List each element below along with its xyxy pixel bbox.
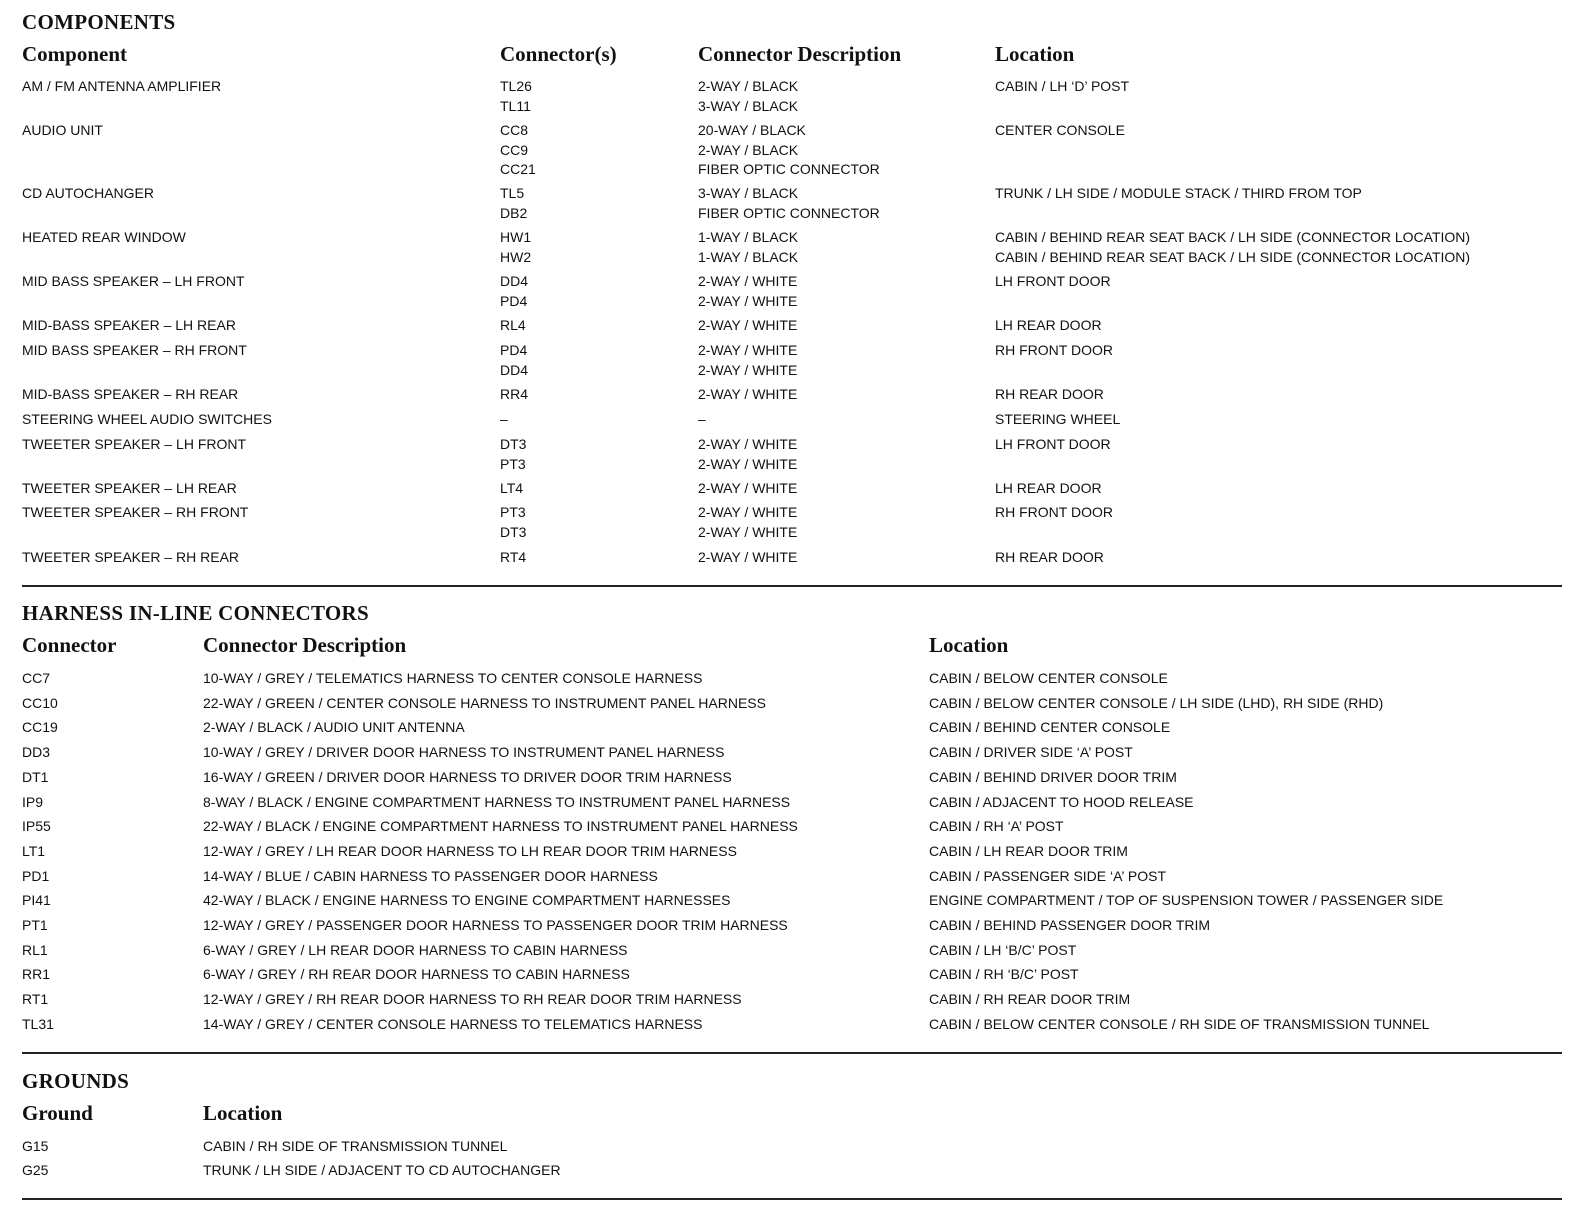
location: LH REAR DOOR [995,317,1102,333]
location: LH FRONT DOOR [995,436,1111,452]
location: CABIN / RH REAR DOOR TRIM [929,991,1131,1007]
location: CABIN / LH ‘B/C’ POST [929,942,1077,958]
location: LH FRONT DOOR [995,273,1111,289]
location: TRUNK / LH SIDE / MODULE STACK / THIRD FROM TOP [995,185,1362,201]
connector-id: PI41 [22,892,51,908]
connector-description: 2-WAY / WHITE [698,342,798,358]
connector-id: DD3 [22,744,51,760]
column-header: Connector Description [203,633,407,657]
connector-id: PT3 [500,455,526,472]
connector-id: TL5 [500,185,525,201]
component-name: TWEETER SPEAKER – LH FRONT [22,436,247,452]
connector-id: DD4 [500,273,529,289]
connector-description: FIBER OPTIC CONNECTOR [698,204,880,221]
column-header: Location [995,42,1075,66]
column-header: Ground [22,1101,93,1125]
column-header: Location [203,1101,283,1125]
location: CABIN / BEHIND DRIVER DOOR TRIM [929,769,1177,785]
connector-description: 22-WAY / BLACK / ENGINE COMPARTMENT HARNESS TO INSTRUMENT PANEL HARNESS [203,818,798,834]
connector-id: DD4 [500,361,529,378]
connector-id: HW2 [500,248,532,265]
connector-description: 2-WAY / WHITE [698,361,798,378]
connector-id: CC8 [500,122,529,138]
location: CABIN / DRIVER SIDE ‘A’ POST [929,744,1133,760]
component-name: MID-BASS SPEAKER – LH REAR [22,317,236,333]
connector-id: DT1 [22,769,49,785]
component-name: AM / FM ANTENNA AMPLIFIER [22,78,222,94]
component-name: CD AUTOCHANGER [22,185,154,201]
connector-description: 2-WAY / BLACK / AUDIO UNIT ANTENNA [203,719,465,735]
location: CABIN / BEHIND CENTER CONSOLE [929,719,1171,735]
component-name: MID BASS SPEAKER – RH FRONT [22,342,247,358]
connector-id: RL4 [500,317,526,333]
connector-id: CC10 [22,695,58,711]
connector-description: 10-WAY / GREY / DRIVER DOOR HARNESS TO INSTRUMENT PANEL HARNESS [203,744,725,760]
connector-description: 1-WAY / BLACK [698,248,799,265]
components-title: COMPONENTS [22,10,176,34]
connector-description: 2-WAY / WHITE [698,317,798,333]
connector-id: PD4 [500,292,528,309]
column-header: Connector(s) [500,42,617,66]
connector-description: 22-WAY / GREEN / CENTER CONSOLE HARNESS TO INSTRUMENT PANEL HARNESS [203,695,766,711]
connector-id: TL31 [22,1016,54,1032]
connector-description: 42-WAY / BLACK / ENGINE HARNESS TO ENGINE COMPARTMENT HARNESSES [203,892,731,908]
connector-id: DT3 [500,523,527,540]
location: ENGINE COMPARTMENT / TOP OF SUSPENSION TOWER / PASSENGER SIDE [929,892,1444,908]
connector-description: 16-WAY / GREEN / DRIVER DOOR HARNESS TO DRIVER DOOR TRIM HARNESS [203,769,732,785]
connector-id: TL26 [500,78,532,94]
component-name: HEATED REAR WINDOW [22,229,186,245]
connector-id: PD4 [500,342,528,358]
connector-description: 14-WAY / BLUE / CABIN HARNESS TO PASSENGER DOOR HARNESS [203,868,658,884]
component-name: TWEETER SPEAKER – LH REAR [22,480,237,496]
connector-description: FIBER OPTIC CONNECTOR [698,161,880,177]
location: CABIN / RH ‘B/C’ POST [929,966,1079,982]
connector-description: 2-WAY / WHITE [698,386,798,402]
location: CABIN / PASSENGER SIDE ‘A’ POST [929,868,1167,884]
connector-description: 2-WAY / WHITE [698,273,798,289]
connector-id: CC7 [22,670,51,686]
connector-description: 2-WAY / WHITE [698,292,798,309]
connector-description: 2-WAY / WHITE [698,504,798,520]
connector-description: 3-WAY / BLACK [698,97,799,114]
connector-description: 2-WAY / WHITE [698,523,798,540]
connector-id: CC21 [500,161,536,177]
component-name: TWEETER SPEAKER – RH REAR [22,549,240,565]
connector-id: RR1 [22,966,51,982]
location: RH REAR DOOR [995,386,1104,402]
location: CABIN / LH REAR DOOR TRIM [929,843,1128,859]
location: CABIN / ADJACENT TO HOOD RELEASE [929,794,1194,810]
connector-id: HW1 [500,229,532,245]
component-name: MID-BASS SPEAKER – RH REAR [22,386,239,402]
component-name: MID BASS SPEAKER – LH FRONT [22,273,245,289]
connector-id: LT1 [22,843,46,859]
grounds-title: GROUNDS [22,1069,130,1093]
column-header: Connector Description [698,42,902,66]
location: CABIN / RH SIDE OF TRANSMISSION TUNNEL [203,1138,508,1154]
connector-id: RL1 [22,942,48,958]
connector-description: 6-WAY / GREY / LH REAR DOOR HARNESS TO CABIN HARNESS [203,942,628,958]
column-header: Component [22,42,128,66]
connector-id: RT4 [500,549,527,565]
connector-description: 14-WAY / GREY / CENTER CONSOLE HARNESS TO TELEMATICS HARNESS [203,1016,703,1032]
connector-id: TL11 [500,97,531,114]
connector-description: 12-WAY / GREY / LH REAR DOOR HARNESS TO LH REAR DOOR TRIM HARNESS [203,843,737,859]
section-divider [22,1052,1562,1054]
connector-description: 20-WAY / BLACK [698,122,806,138]
location: RH REAR DOOR [995,549,1104,565]
connector-description: 2-WAY / WHITE [698,549,798,565]
location: CABIN / LH ‘D’ POST [995,78,1130,94]
connector-id: PT3 [500,504,526,520]
location: STEERING WHEEL [995,411,1121,427]
connector-description: 6-WAY / GREY / RH REAR DOOR HARNESS TO CABIN HARNESS [203,966,630,982]
connector-id: CC9 [500,141,529,158]
section-divider [22,585,1562,587]
location: TRUNK / LH SIDE / ADJACENT TO CD AUTOCHANGER [203,1162,561,1178]
column-header: Location [929,633,1009,657]
connector-description: 2-WAY / WHITE [698,455,798,472]
connector-id: – [500,411,508,427]
location: CABIN / BEHIND REAR SEAT BACK / LH SIDE (CONNECTOR LOCATION) [995,229,1471,245]
connector-description: 10-WAY / GREY / TELEMATICS HARNESS TO CENTER CONSOLE HARNESS [203,670,703,686]
connector-id: DB2 [500,204,528,221]
column-header: Connector [22,633,117,657]
location: CABIN / RH ‘A’ POST [929,818,1064,834]
connector-id: DT3 [500,436,527,452]
connector-description: 2-WAY / BLACK [698,78,799,94]
connector-id: LT4 [500,480,524,496]
connector-description: – [698,411,706,427]
location: CABIN / BELOW CENTER CONSOLE / LH SIDE (LHD), RH SIDE (RHD) [929,695,1384,711]
component-name: AUDIO UNIT [22,122,103,138]
component-name: STEERING WHEEL AUDIO SWITCHES [22,411,272,427]
location: CABIN / BELOW CENTER CONSOLE / RH SIDE OF TRANSMISSION TUNNEL [929,1016,1430,1032]
connector-id: RR4 [500,386,529,402]
section-divider [22,1198,1562,1200]
location: CENTER CONSOLE [995,122,1125,138]
connector-description: 12-WAY / GREY / RH REAR DOOR HARNESS TO RH REAR DOOR TRIM HARNESS [203,991,742,1007]
connector-id: RT1 [22,991,49,1007]
connector-description: 2-WAY / WHITE [698,480,798,496]
ground-id: G15 [22,1138,49,1154]
connector-id: IP9 [22,794,44,810]
location: CABIN / BEHIND REAR SEAT BACK / LH SIDE (CONNECTOR LOCATION) [995,248,1471,265]
connector-description: 12-WAY / GREY / PASSENGER DOOR HARNESS TO PASSENGER DOOR TRIM HARNESS [203,917,788,933]
ground-id: G25 [22,1162,49,1178]
harness-title: HARNESS IN-LINE CONNECTORS [22,601,369,625]
connector-description: 2-WAY / BLACK [698,141,799,158]
location: RH FRONT DOOR [995,342,1113,358]
connector-id: PD1 [22,868,50,884]
location: CABIN / BELOW CENTER CONSOLE [929,670,1168,686]
connector-description: 3-WAY / BLACK [698,185,799,201]
location: LH REAR DOOR [995,480,1102,496]
connector-id: IP55 [22,818,51,834]
location: CABIN / BEHIND PASSENGER DOOR TRIM [929,917,1211,933]
connector-description: 1-WAY / BLACK [698,229,799,245]
connector-description: 8-WAY / BLACK / ENGINE COMPARTMENT HARNESS TO INSTRUMENT PANEL HARNESS [203,794,791,810]
connector-id: PT1 [22,917,48,933]
connector-description: 2-WAY / WHITE [698,436,798,452]
location: RH FRONT DOOR [995,504,1113,520]
connector-id: CC19 [22,719,58,735]
component-name: TWEETER SPEAKER – RH FRONT [22,504,249,520]
